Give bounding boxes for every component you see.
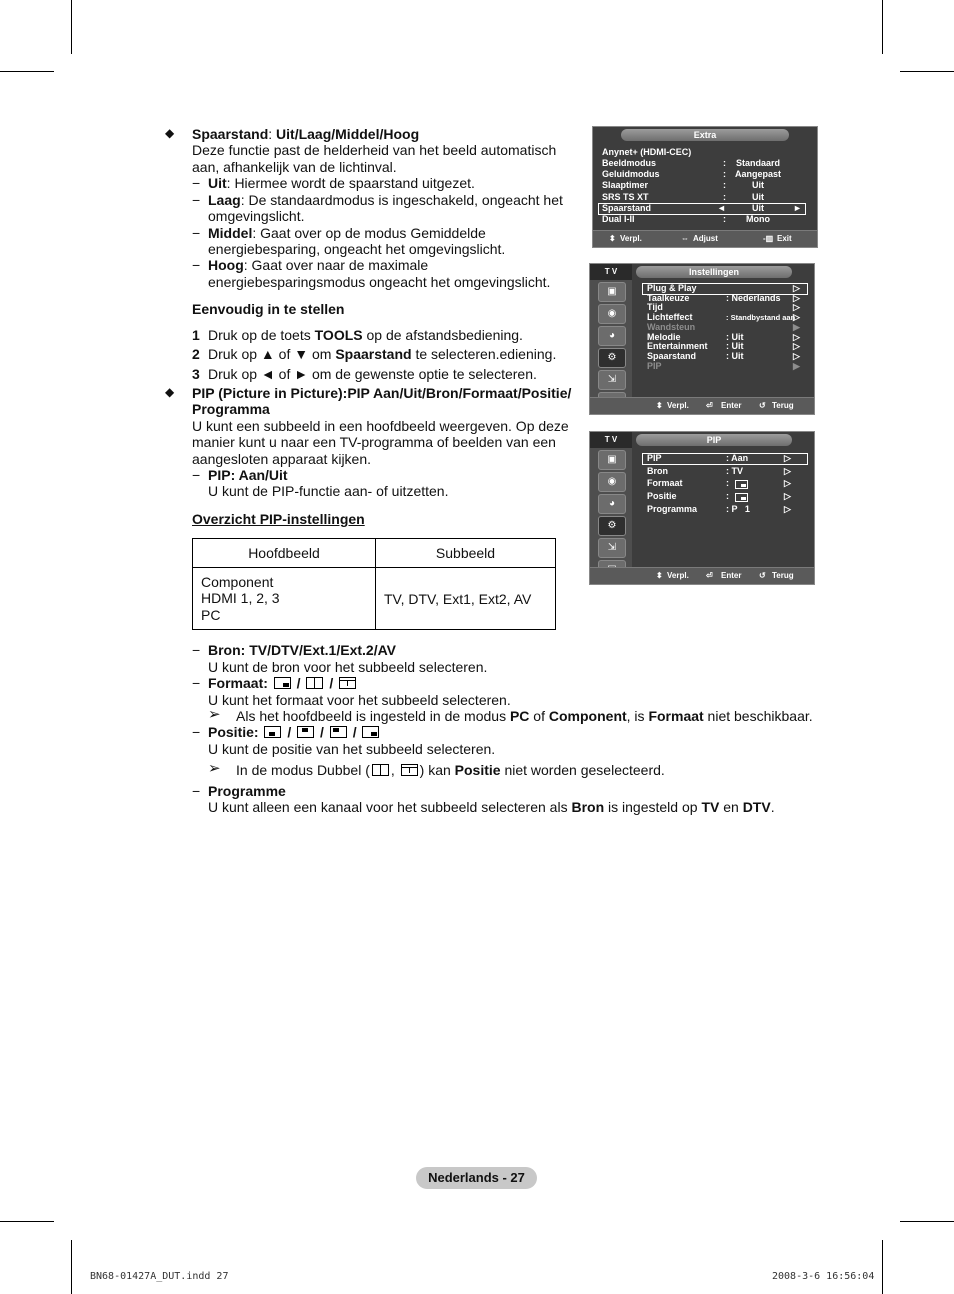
pip-overview-table [192, 538, 556, 630]
crop-mark [882, 1240, 883, 1294]
pip-heading: PIP (Picture in Picture):PIP Aan/Uit/Bron/Formaat/Positie/ [192, 385, 572, 401]
osd-row-label: Anynet+ (HDMI-CEC) [602, 147, 692, 157]
dash-icon: − [192, 257, 201, 273]
osd-row-label: Beeldmodus [602, 158, 657, 168]
osd-row-label: Taalkeuze [647, 293, 690, 303]
dash-icon: − [192, 175, 201, 191]
step-number: 3 [192, 366, 200, 382]
osd-title: Extra [621, 129, 789, 141]
osd-row-label: Entertainment [647, 341, 708, 351]
option-middel-cont: energiebesparing, ongeacht het omgevingslicht. [208, 241, 506, 257]
return-icon: ↺ [759, 571, 766, 580]
diamond-bullet-icon: ◆ [165, 385, 175, 399]
osd-colon: : [723, 214, 726, 224]
exit-icon: -▥ [763, 234, 774, 243]
osd-title: PIP [636, 434, 792, 446]
sound-icon[interactable]: ◉ [598, 472, 626, 492]
osd-footer [590, 567, 814, 584]
osd-tv-label: T V [590, 264, 632, 280]
note-arrow-icon: ➢ [208, 706, 221, 723]
osd-sidebar [590, 448, 632, 568]
dash-icon: − [192, 783, 201, 799]
updown-arrow-icon: ⬍ [656, 571, 663, 580]
crop-mark [882, 0, 883, 54]
print-slug-date: 2008-3-6 16:56:04 [772, 1271, 875, 1282]
spaarstand-heading: Spaarstand: Uit/Laag/Middel/Hoog [192, 126, 420, 142]
submenu-arrow-icon: ▷ [793, 302, 800, 312]
note-arrow-icon: ➢ [208, 760, 221, 777]
programme-desc: U kunt alleen een kanaal voor het subbeeld selecteren als Bron is ingesteld op TV en DTV. [208, 799, 775, 815]
position-top-right-icon [330, 726, 347, 738]
page-number-badge: Nederlands - 27 [416, 1167, 537, 1189]
osd-row-value: Standaard [736, 158, 781, 168]
option-hoog: Hoog: Gaat over naar de maximale [208, 257, 429, 273]
sound-icon[interactable]: ◉ [598, 304, 626, 324]
position-top-left-icon [297, 726, 314, 738]
submenu-arrow-icon: ▷ [793, 351, 800, 361]
return-icon: ↺ [759, 401, 766, 410]
formaat-note: Als het hoofdbeeld is ingesteld in de modus PC of Component, is Formaat niet beschikbaar. [236, 708, 813, 724]
left-arrow-icon: ◄ [717, 203, 726, 213]
picture-icon[interactable]: ▣ [598, 282, 626, 302]
osd-row-label: Dual I-II [602, 214, 635, 224]
table-header-main: Hoofdbeeld [193, 539, 376, 568]
pip-position-icon [735, 493, 748, 502]
osd-row-value: : Uit [726, 332, 744, 342]
submenu-arrow-icon: ▷ [793, 283, 800, 293]
split-screen-icon [306, 677, 323, 689]
submenu-arrow-icon: ▷ [793, 293, 800, 303]
crop-mark [71, 1240, 72, 1294]
print-slug-file: BN68-01427A_DUT.indd 27 [90, 1271, 229, 1282]
table-cell-main: Component HDMI 1, 2, 3 PC [193, 568, 376, 630]
position-bottom-left-icon [264, 726, 281, 738]
osd-row-label: SRS TS XT [602, 192, 649, 202]
positie-desc: U kunt de positie van het subbeeld selecteren. [208, 741, 496, 757]
crop-mark [900, 71, 954, 72]
option-hoog-cont: energiebesparingsmodus ongeacht het omgevingslicht. [208, 274, 551, 290]
pip-desc-line: aangesloten apparaat kijken. [192, 451, 372, 467]
submenu-arrow-icon: ▷ [793, 341, 800, 351]
submenu-arrow-icon: ▷ [784, 491, 791, 501]
osd-row-value: : [726, 478, 729, 488]
option-laag: Laag: De standaardmodus is ingeschakeld, ongeacht het [208, 192, 563, 208]
pip-small-icon [274, 677, 291, 689]
submenu-arrow-icon: ▷ [784, 466, 791, 476]
osd-row-value: : [726, 491, 729, 501]
osd-row-value: Aangepast [735, 169, 782, 179]
setup-gear-icon[interactable]: ⚙ [598, 348, 626, 368]
osd-foot-move: Verpl. [667, 401, 689, 410]
osd-colon: : [723, 192, 726, 202]
osd-row-label: Formaat [647, 478, 683, 488]
osd-footer [590, 397, 814, 414]
osd-row-label: Positie [647, 491, 677, 501]
osd-row-label: Wandsteun [647, 322, 696, 332]
crop-mark [900, 1221, 954, 1222]
dash-icon: − [192, 192, 201, 208]
dash-icon: − [192, 642, 201, 658]
submenu-arrow-icon: ▶ [793, 361, 800, 371]
right-arrow-icon: ► [793, 203, 802, 213]
dash-icon: − [192, 225, 201, 241]
positie-title: Positie: / / / [208, 724, 381, 740]
submenu-arrow-icon: ▷ [784, 478, 791, 488]
osd-row-value: : Standbystand aan [726, 313, 796, 322]
dash-icon: − [192, 724, 201, 740]
osd-title: Instellingen [636, 266, 792, 278]
dash-icon: − [192, 675, 201, 691]
pip-desc-line: manier kunt u naar een TV-programma of beelden van een [192, 434, 556, 450]
spaarstand-desc-line: Deze functie past de helderheid van het beeld automatisch [192, 142, 557, 158]
osd-row-label: PIP [647, 453, 662, 463]
osd-row-value: : Aan [726, 453, 749, 463]
submenu-arrow-icon: ▷ [784, 504, 791, 514]
osd-footer [593, 230, 817, 247]
osd-sidebar [590, 280, 632, 398]
osd-row-value: : P 1 [726, 504, 750, 514]
pip-size-icon [735, 480, 748, 489]
split-wide-icon [339, 677, 356, 689]
osd-row-label: Geluidmodus [602, 169, 660, 179]
channel-icon[interactable]: ◕ [598, 326, 626, 346]
osd-row-value: : Uit [726, 351, 744, 361]
bron-title: Bron: TV/DTV/Ext.1/Ext.2/AV [208, 642, 396, 658]
osd-colon: : [723, 180, 726, 190]
osd-foot-move: Verpl. [620, 234, 642, 243]
osd-foot-back: Terug [772, 401, 794, 410]
submenu-arrow-icon: ▷ [784, 453, 791, 463]
split-screen-icon [372, 764, 389, 776]
osd-row-value: : Nederlands [726, 293, 781, 303]
positie-note: In de modus Dubbel ( , ) kan Positie niet worden geselecteerd. [236, 762, 665, 778]
step-text: Druk op ▲ of ▼ om Spaarstand te selecteren.ediening. [208, 346, 557, 362]
osd-instellingen-menu [589, 263, 815, 415]
osd-extra-menu [592, 126, 818, 248]
crop-mark [71, 0, 72, 54]
split-wide-icon [401, 764, 418, 776]
table-cell-sub: TV, DTV, Ext1, Ext2, AV [376, 568, 556, 630]
channel-icon[interactable]: ◕ [598, 494, 626, 514]
osd-row-label: Lichteffect [647, 312, 693, 322]
diamond-bullet-icon: ◆ [165, 126, 175, 140]
setup-gear-icon[interactable]: ⚙ [598, 516, 626, 536]
enter-icon: ⏎ [706, 401, 713, 410]
osd-row-value: Uit [752, 192, 764, 202]
input-icon[interactable]: ⇲ [598, 370, 626, 390]
easy-setup-title: Eenvoudig in te stellen [192, 301, 345, 317]
crop-mark [0, 1221, 54, 1222]
osd-foot-exit: Exit [777, 234, 792, 243]
step-number: 1 [192, 327, 200, 343]
submenu-arrow-icon: ▷ [793, 312, 800, 322]
osd-colon: : [723, 158, 726, 168]
osd-row-label: Slaaptimer [602, 180, 649, 190]
step-text: Druk op ◄ of ► om de gewenste optie te selecteren. [208, 366, 537, 382]
option-laag-cont: omgevingslicht. [208, 208, 305, 224]
formaat-title: Formaat: / / [208, 675, 358, 691]
osd-foot-enter: Enter [721, 571, 742, 580]
osd-row-label: Melodie [647, 332, 681, 342]
input-icon[interactable]: ⇲ [598, 538, 626, 558]
osd-row-value: Uit [752, 203, 764, 213]
osd-row-label: Bron [647, 466, 668, 476]
updown-arrow-icon: ⬍ [609, 234, 616, 243]
osd-row-value: : TV [726, 466, 743, 476]
pip-heading-cont: Programma [192, 401, 270, 417]
osd-row-label: PIP [647, 361, 662, 371]
spaarstand-desc-line: aan, afhankelijk van de lichtinval. [192, 159, 397, 175]
bron-desc: U kunt de bron voor het subbeeld selecteren. [208, 659, 488, 675]
table-header-sub: Subbeeld [376, 539, 556, 568]
picture-icon[interactable]: ▣ [598, 450, 626, 470]
overview-title: Overzicht PIP-instellingen [192, 511, 365, 527]
option-uit: Uit: Hiermee wordt de spaarstand uitgezet. [208, 175, 475, 191]
osd-foot-adjust: Adjust [693, 234, 718, 243]
step-text: Druk op de toets TOOLS op de afstandsbediening. [208, 327, 523, 343]
option-middel: Middel: Gaat over op de modus Gemiddelde [208, 225, 486, 241]
osd-pip-menu [589, 431, 815, 585]
osd-colon: : [723, 169, 726, 179]
osd-row-label: Spaarstand [647, 351, 697, 361]
osd-foot-back: Terug [772, 571, 794, 580]
pip-desc-line: U kunt een subbeeld in een hoofdbeeld weergeven. Op deze [192, 418, 569, 434]
osd-foot-move: Verpl. [667, 571, 689, 580]
updown-arrow-icon: ⬍ [656, 401, 663, 410]
pip-onoff-title: PIP: Aan/Uit [208, 467, 288, 483]
submenu-arrow-icon: ▶ [793, 322, 800, 332]
step-number: 2 [192, 346, 200, 362]
programme-title: Programme [208, 783, 286, 799]
position-bottom-right-icon [362, 726, 379, 738]
osd-row-value: : Uit [726, 341, 744, 351]
submenu-arrow-icon: ▷ [793, 332, 800, 342]
osd-tv-label: T V [590, 432, 632, 448]
leftright-arrow-icon: ⇔ [681, 234, 689, 243]
osd-row-label: Programma [647, 504, 698, 514]
osd-row-value: Uit [752, 180, 764, 190]
osd-foot-enter: Enter [721, 401, 742, 410]
dash-icon: − [192, 467, 201, 483]
osd-row-label: Plug & Play [647, 283, 697, 293]
pip-onoff-desc: U kunt de PIP-functie aan- of uitzetten. [208, 483, 449, 499]
formaat-desc: U kunt het formaat voor het subbeeld selecteren. [208, 692, 511, 708]
crop-mark [0, 71, 54, 72]
osd-row-value: Mono [746, 214, 770, 224]
osd-row-label: Spaarstand [602, 203, 652, 213]
osd-row-label: Tijd [647, 302, 663, 312]
enter-icon: ⏎ [706, 571, 713, 580]
